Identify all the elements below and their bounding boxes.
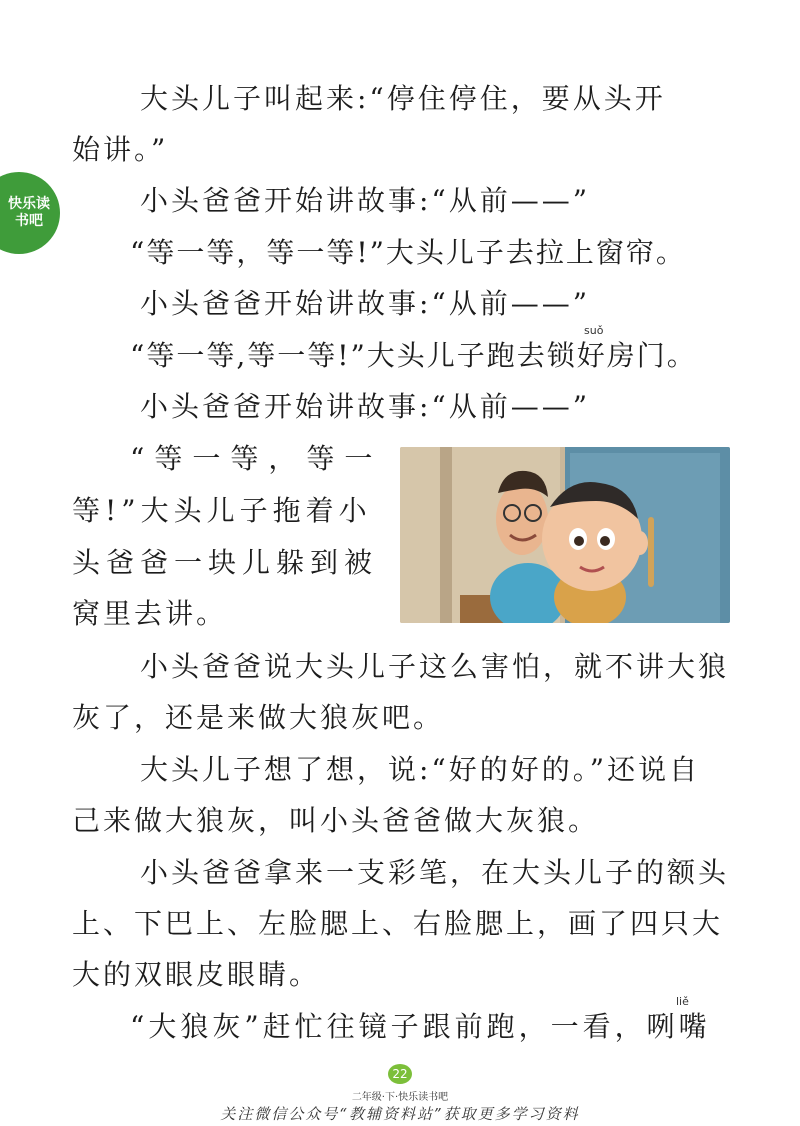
story-line: “等一等，等一 — [130, 442, 383, 475]
story-line: 大的双眼皮眼睛。 — [72, 958, 321, 991]
story-line: 灰了，还是来做大狼灰吧。 — [72, 701, 445, 734]
story-line: 小头爸爸拿来一支彩笔，在大头儿子的额头 — [140, 856, 730, 889]
story-line: 上、下巴上、左脸腮上、右脸腮上，画了四只大 — [72, 907, 724, 940]
cartoon-father-son-illustration — [400, 447, 730, 623]
section-tab-kuaile-dushuba — [0, 172, 60, 254]
story-line: 窝里去讲。 — [72, 597, 228, 630]
pinyin-lie: liě — [676, 995, 689, 1008]
story-line: 等!”大头儿子拖着小 — [72, 494, 372, 527]
story-line: 小头爸爸开始讲故事:“从前——” — [140, 184, 591, 217]
story-line: 小头爸爸说大头儿子这么害怕，就不讲大狼 — [140, 650, 730, 683]
story-line: 头爸爸一块儿躲到被 — [72, 546, 379, 579]
watermark-text: 关注微信公众号“教辅资料站”获取更多学习资料 — [220, 1105, 580, 1123]
story-line: 己来做大狼灰，叫小头爸爸做大灰狼。 — [72, 804, 600, 837]
story-line: 小头爸爸开始讲故事:“从前——” — [140, 287, 591, 320]
page-number-badge: 22 — [388, 1064, 412, 1084]
story-line: 始讲。” — [72, 133, 169, 166]
section-tab-line1: 快乐读 — [8, 196, 50, 212]
story-line: “等一等,等一等!”大头儿子跑去锁好房门。 — [130, 339, 697, 372]
book-title-footer: 二年级·下·快乐读书吧 — [351, 1092, 449, 1103]
story-line: 大头儿子想了想，说:“好的好的。”还说自 — [140, 753, 701, 786]
story-line: 大头儿子叫起来:“停住停住，要从头开 — [140, 82, 666, 115]
story-line: “等一等，等一等!”大头儿子去拉上窗帘。 — [130, 236, 686, 269]
section-tab-line2: 书吧 — [15, 213, 43, 229]
story-line: “大狼灰”赶忙往镜子跟前跑，一看，咧嘴 — [130, 1010, 711, 1043]
story-line: 小头爸爸开始讲故事:“从前——” — [140, 390, 591, 423]
pinyin-suo: suǒ — [584, 324, 604, 337]
